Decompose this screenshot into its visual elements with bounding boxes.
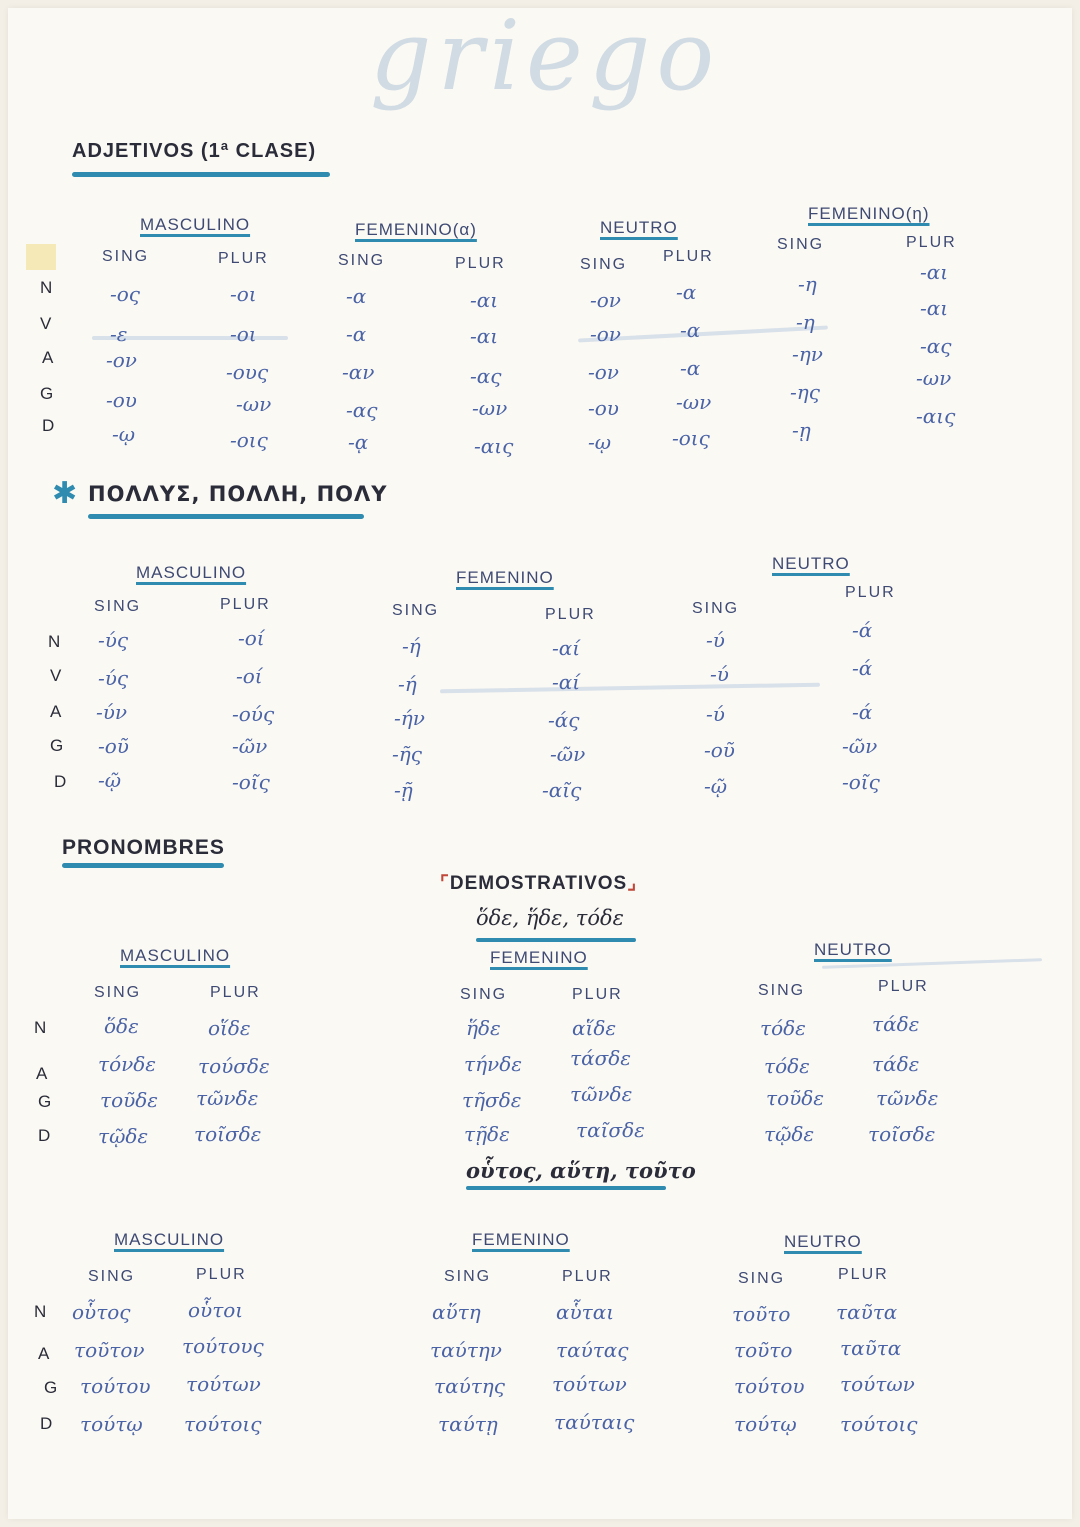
- pronoun-form: ταύταις: [554, 1410, 635, 1434]
- pronoun-form: τούτων: [552, 1372, 627, 1396]
- demonstratives-heading-text: DEMOSTRATIVOS: [449, 873, 628, 894]
- ending-form: -ων: [472, 396, 508, 420]
- pronouns-heading-underline: [62, 863, 224, 868]
- ending-form: -ῶν: [550, 742, 586, 766]
- ending-form: -ύς: [98, 628, 129, 652]
- adj-col-sing: SING: [777, 236, 825, 253]
- ending-form: -ά: [852, 618, 873, 642]
- ending-form: -αι: [470, 288, 499, 312]
- pronoun-form: τοῦδε: [100, 1088, 159, 1112]
- pronoun-form: ταῖσδε: [576, 1118, 645, 1142]
- ending-form: -άς: [548, 708, 580, 732]
- demo1-words: ὅδε, ἥδε, τόδε: [476, 906, 624, 930]
- ending-form: -ύ: [706, 628, 725, 652]
- ending-form: -ας: [346, 398, 378, 422]
- pronoun-form: οἵδε: [208, 1016, 251, 1040]
- demo2-gender-neutro: NEUTRO: [784, 1232, 862, 1251]
- pronoun-form: τοῖσδε: [868, 1122, 936, 1146]
- ending-form: -ύν: [96, 700, 128, 724]
- ending-form: -αι: [470, 324, 499, 348]
- case-label: N: [48, 632, 61, 651]
- pronoun-form: ταῦτα: [836, 1300, 898, 1324]
- asterisk-icon: ✱: [52, 476, 78, 511]
- ending-form: -οῦ: [704, 738, 735, 762]
- ending-form: -ης: [790, 380, 820, 404]
- case-label: N: [34, 1018, 47, 1037]
- adj-col-sing: SING: [102, 248, 150, 265]
- ending-form: -οῦ: [98, 734, 129, 758]
- demo2-col-sing: SING: [88, 1268, 136, 1285]
- pronoun-form: ταύτην: [430, 1338, 502, 1362]
- adj-gender-neutro: NEUTRO: [600, 218, 678, 237]
- ending-form: -ον: [588, 360, 619, 384]
- demo2-gender-femenino: FEMENINO: [472, 1230, 570, 1249]
- ending-form: -ας: [470, 364, 502, 388]
- pronoun-form: τοῦτο: [732, 1302, 791, 1326]
- ending-form: -ους: [226, 360, 269, 384]
- ending-form: -οί: [236, 664, 263, 688]
- pronoun-form: τῶνδε: [876, 1086, 939, 1110]
- ending-form: -ην: [792, 342, 823, 366]
- ending-form: -αις: [916, 404, 956, 428]
- case-label: V: [40, 314, 52, 333]
- case-label: A: [42, 348, 54, 367]
- ending-form: -η: [796, 310, 815, 334]
- adjectives-heading: ADJETIVOS (1ª CLASE): [72, 140, 317, 162]
- pronoun-form: οὗτοι: [188, 1298, 244, 1322]
- polus-heading-underline: [88, 514, 364, 519]
- demo1-col-sing: SING: [758, 982, 806, 999]
- case-label: D: [38, 1126, 51, 1145]
- demo1-col-sing: SING: [94, 984, 142, 1001]
- pronoun-form: ταῦτα: [840, 1336, 902, 1360]
- demo1-col-plur: PLUR: [878, 978, 929, 995]
- pronoun-form: τούτων: [840, 1372, 915, 1396]
- adj-col-sing: SING: [338, 252, 386, 269]
- ending-form: -ων: [916, 366, 952, 390]
- case-label: G: [38, 1092, 52, 1111]
- ending-form: -ον: [106, 348, 137, 372]
- pronoun-form: ἥδε: [466, 1016, 501, 1040]
- ending-form: -α: [676, 280, 697, 304]
- ending-form: -ων: [236, 392, 272, 416]
- adj-col-sing: SING: [580, 256, 628, 273]
- ending-form: -α: [680, 356, 701, 380]
- ending-form: -οῖς: [842, 770, 880, 794]
- ending-form: -α: [346, 322, 367, 346]
- polus-gender-masculino: MASCULINO: [136, 563, 247, 582]
- pronoun-form: τοῦδε: [766, 1086, 825, 1110]
- ending-form: -ῃ: [792, 418, 811, 442]
- pronouns-heading: PRONOMBRES: [62, 836, 225, 859]
- demo2-words-underline: [466, 1186, 666, 1190]
- ending-form: -αις: [474, 434, 514, 458]
- ending-form: -ύς: [98, 666, 129, 690]
- case-label: G: [50, 736, 64, 755]
- demo1-col-plur: PLUR: [210, 984, 261, 1001]
- ending-form: -ῳ: [112, 422, 136, 446]
- ending-form: -οῖς: [232, 770, 270, 794]
- ending-form: -ας: [920, 334, 952, 358]
- pronoun-form: τάσδε: [570, 1046, 631, 1070]
- case-label: A: [36, 1064, 48, 1083]
- bracket-open-icon: ⌜: [440, 873, 450, 894]
- demo2-col-plur: PLUR: [562, 1268, 613, 1285]
- ending-form: -α: [346, 284, 367, 308]
- ending-form: -οι: [230, 282, 257, 306]
- ending-form: -ύ: [710, 662, 729, 686]
- pronoun-form: τόνδε: [98, 1052, 157, 1076]
- ending-form: -ε: [110, 322, 128, 346]
- ending-form: -ου: [106, 388, 137, 412]
- ending-form: -ή: [402, 634, 421, 658]
- pronoun-form: ταύτης: [434, 1374, 505, 1398]
- pronoun-form: αἵδε: [572, 1016, 617, 1040]
- ending-form: -ῶν: [232, 734, 268, 758]
- pronoun-form: τῷδε: [764, 1122, 815, 1146]
- pronoun-form: τούτοις: [840, 1412, 918, 1436]
- ending-form: -ος: [110, 282, 140, 306]
- polus-heading: ΠΟΛΛΥΣ, ΠΟΛΛΗ, ΠΟΛΥ: [88, 482, 388, 506]
- pronoun-form: ταύτῃ: [438, 1412, 498, 1436]
- ending-form: -ον: [590, 322, 621, 346]
- ending-form: -αν: [342, 360, 375, 384]
- demo2-gender-masculino: MASCULINO: [114, 1230, 225, 1249]
- demo2-col-plur: PLUR: [196, 1266, 247, 1283]
- case-label: N: [40, 278, 53, 297]
- adj-gender-masculino: MASCULINO: [140, 215, 251, 234]
- ending-form: -ῷ: [704, 774, 728, 798]
- polus-gender-neutro: NEUTRO: [772, 554, 850, 573]
- pronoun-form: τούτων: [186, 1372, 261, 1396]
- case-label: V: [50, 666, 62, 685]
- polus-col-sing: SING: [692, 600, 740, 617]
- ending-form: -ον: [590, 288, 621, 312]
- polus-col-plur: PLUR: [220, 596, 271, 613]
- pronoun-form: τούτου: [734, 1374, 805, 1398]
- ending-form: -η: [798, 272, 817, 296]
- pronoun-form: τῶνδε: [570, 1082, 633, 1106]
- pronoun-form: τούσδε: [198, 1054, 270, 1078]
- adj-col-plur: PLUR: [218, 250, 269, 267]
- pronoun-form: τάδε: [872, 1052, 920, 1076]
- ending-form: -ῇ: [394, 778, 413, 802]
- ending-form: -οι: [230, 322, 257, 346]
- demo1-col-sing: SING: [460, 986, 508, 1003]
- demo1-words-underline: [476, 938, 636, 942]
- pronoun-form: τούτῳ: [80, 1412, 143, 1436]
- adj-col-plur: PLUR: [906, 234, 957, 251]
- pronoun-form: τόδε: [760, 1016, 806, 1040]
- pronoun-form: τούτοις: [184, 1412, 262, 1436]
- case-label: G: [40, 384, 54, 403]
- sticky-tab: [26, 244, 56, 270]
- pronoun-form: αὕτη: [432, 1300, 481, 1324]
- pronoun-form: τούτους: [182, 1334, 264, 1358]
- ending-form: -ων: [676, 390, 712, 414]
- ending-form: -ύ: [706, 702, 725, 726]
- polus-col-sing: SING: [392, 602, 440, 619]
- ending-form: -αί: [552, 636, 581, 660]
- adj-col-plur: PLUR: [455, 255, 506, 272]
- ending-form: -ᾳ: [348, 430, 369, 454]
- ending-form: -ήν: [394, 706, 425, 730]
- demo1-gender-femenino: FEMENINO: [490, 948, 588, 967]
- pronoun-form: τῇδε: [464, 1122, 510, 1146]
- ending-form: -αί: [552, 670, 581, 694]
- adj-gender-femenino-eta: FEMENINO(η): [808, 204, 930, 223]
- adjectives-heading-underline: [72, 172, 330, 177]
- ending-form: -ῳ: [588, 430, 612, 454]
- demo2-words: οὗτος, αὕτη, τοῦτο: [466, 1158, 696, 1183]
- pronoun-form: τάδε: [872, 1012, 920, 1036]
- pronoun-form: τῶνδε: [196, 1086, 259, 1110]
- adj-gender-femenino-alpha: FEMENINO(α): [355, 220, 477, 239]
- case-label: D: [42, 416, 55, 435]
- demo2-col-sing: SING: [444, 1268, 492, 1285]
- pronoun-form: τοῦτον: [74, 1338, 145, 1362]
- ending-form: -ῶν: [842, 734, 878, 758]
- page-title: griego: [370, 0, 721, 112]
- polus-col-plur: PLUR: [545, 606, 596, 623]
- ending-form: -ου: [588, 396, 619, 420]
- pronoun-form: τούτῳ: [734, 1412, 797, 1436]
- case-label: N: [34, 1302, 47, 1321]
- pronoun-form: τῆσδε: [462, 1088, 522, 1112]
- case-label: A: [50, 702, 62, 721]
- demonstratives-heading: [440, 872, 637, 895]
- pronoun-form: τῷδε: [98, 1124, 149, 1148]
- ending-form: -οις: [672, 426, 710, 450]
- pronoun-form: τοῖσδε: [194, 1122, 262, 1146]
- ending-form: -ά: [852, 700, 873, 724]
- bracket-close-icon: ⌟: [627, 873, 638, 894]
- ending-form: -οί: [238, 626, 265, 650]
- case-label: G: [44, 1378, 58, 1397]
- pronoun-form: τοῦτο: [734, 1338, 793, 1362]
- ending-form: -ά: [852, 656, 873, 680]
- polus-gender-femenino: FEMENINO: [456, 568, 554, 587]
- demo2-col-plur: PLUR: [838, 1266, 889, 1283]
- ending-form: -ή: [398, 672, 417, 696]
- ending-form: -αῖς: [542, 778, 582, 802]
- demo1-col-plur: PLUR: [572, 986, 623, 1003]
- pronoun-form: τούτου: [80, 1374, 151, 1398]
- ending-form: -αι: [920, 260, 949, 284]
- case-label: D: [40, 1414, 53, 1433]
- pronoun-form: ταύτας: [556, 1338, 629, 1362]
- ending-form: -αι: [920, 296, 949, 320]
- ending-form: -οις: [230, 428, 268, 452]
- pronoun-form: ὅδε: [104, 1014, 139, 1038]
- pronoun-form: τήνδε: [464, 1052, 522, 1076]
- case-label: A: [38, 1344, 50, 1363]
- pronoun-form: οὗτος: [72, 1300, 131, 1324]
- ending-form: -ούς: [232, 702, 275, 726]
- polus-col-plur: PLUR: [845, 584, 896, 601]
- demo1-gender-masculino: MASCULINO: [120, 946, 231, 965]
- ending-form: -α: [680, 318, 701, 342]
- ending-form: -ῆς: [392, 742, 422, 766]
- pronoun-form: τόδε: [764, 1054, 810, 1078]
- pronoun-form: αὗται: [556, 1300, 615, 1324]
- demo2-col-sing: SING: [738, 1270, 786, 1287]
- demo1-gender-neutro: NEUTRO: [814, 940, 892, 959]
- case-label: D: [54, 772, 67, 791]
- polus-col-sing: SING: [94, 598, 142, 615]
- adj-col-plur: PLUR: [663, 248, 714, 265]
- ending-form: -ῷ: [98, 768, 122, 792]
